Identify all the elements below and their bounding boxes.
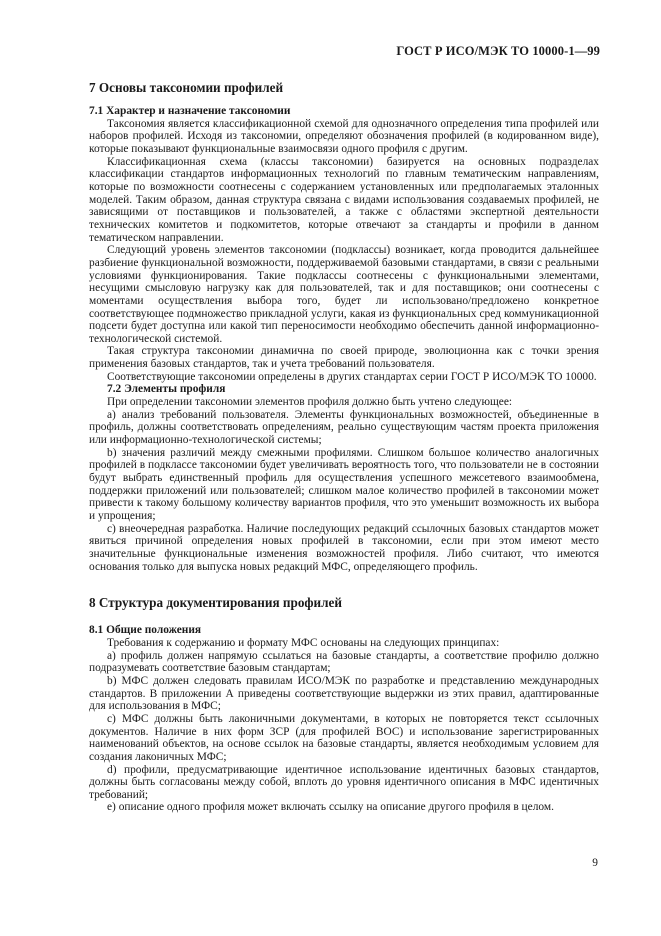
paragraph: При определении таксономии элементов профиля должно быть учтено следующее: [107, 396, 513, 409]
document-header-code: ГОСТ Р ИСО/МЭК ТО 10000-1—99 [396, 44, 600, 58]
page-number: 9 [592, 857, 598, 869]
list-item: c) МФС должны быть лаконичными документами, в которых не повторяется текст ссылочных документов. Наличие в них форм ЗСР (для профилей ВОС) и использование зарегистрированных наименований объектов, на основе ссылок на базовые стандарты, является необходимым условием для создания лаконичных МФС; [89, 712, 599, 763]
document-body [89, 80, 599, 814]
paragraph: Соответствующие таксономии определены в других стандартах серии ГОСТ Р ИСО/МЭК ТО 10000. [107, 370, 597, 383]
subsection-7-1-title: 7.1 Характер и назначение таксономии [89, 105, 291, 117]
paragraph: Таксономия является классификационной схемой для однозначного определения типа профилей или наборов профилей. Исходя из таксономии, определяют обозначения профилей (в кодированном виде), которые показывают функциональные взаимосвязи одного профиля с другим. [89, 117, 599, 155]
list-item: a) профиль должен напрямую ссылаться на базовые стандарты, а соответствие профилю должно подразумевать соответствие базовым стандартам; [89, 649, 599, 675]
paragraph: Классификационная схема (классы таксономии) базируется на основных подразделах классификации стандартов информационных технологий по главным тематическим направлениям, которые по возможности соотнесены с содержанием установленных или предполагаемых эталонных моделей. Таким образом, данная структура связана с видами использования создаваемых профилей, не зависящими от поставщиков и пользователей, а также с областями экспертной деятельности технических комитетов и подкомитетов, которые отвечают за стандарты и профили в данном тематическом направлении. [89, 155, 599, 244]
list-item: b) значения различий между смежными профилями. Слишком большое количество аналогичных профилей в подклассе таксономии будет увеличивать вероятность того, что пользователи не в состоянии будут выбрать единственный профиль для осуществления успешного межсетевого взаимообмена, поддержки приложений или пользователей; слишком малое количество профилей в таксономии может привести к такому большому количеству вариантов профиля, что это уменьшит возможность их выбора и упрощения; [89, 446, 599, 522]
section-7-title: 7 Основы таксономии профилей [89, 80, 284, 95]
list-item: a) анализ требований пользователя. Элементы функциональных возможностей, объединенные в профиль, должны соответствовать определениям, реально существующим частям проекта приложения или информационно-технологической системы; [89, 408, 599, 447]
paragraph: Следующий уровень элементов таксономии (подклассы) возникает, когда проводится дальнейшее разбиение функциональной возможности, поддерживаемой базовыми стандартами, в связи с реальными условиями функционирования. Такие подклассы соотнесены с функциональными элементами, несущими смысловую нагрузку как для пользователей, так и для поставщиков; они соотнесены с моментами осуществления выбора того, будет ли использовано/предложено конкретное соответствующее подмножество прикладной услуги, какая из функциональных сред коммуникационной подсети будет доступна или какой тип переносимости необходимо обеспечить данной информационно-технологической системой. [89, 244, 599, 345]
list-item: b) МФС должен следовать правилам ИСО/МЭК по разработке и представлению международных стандартов. В приложении А приведены соответствующие выдержки из этих правил, адаптированные для использования в МФС; [89, 674, 599, 713]
subsection-7-2-title: 7.2 Элементы профиля [107, 383, 226, 396]
list-item: e) описание одного профиля может включать ссылку на описание другого профиля в целом. [107, 801, 554, 814]
paragraph: Требования к содержанию и формату МФС основаны на следующих принципах: [107, 636, 500, 649]
subsection-8-1-title: 8.1 Общие положения [89, 624, 202, 637]
section-8-title: 8 Структура документирования профилей [89, 595, 343, 611]
paragraph: Такая структура таксономии динамична по своей природе, эволюционна как с точки зрения применения базовых стандартов, так и учета требований пользователя. [89, 345, 599, 371]
list-item: c) внеочередная разработка. Наличие последующих редакций ссылочных базовых стандартов может явиться причиной определения новых профилей в таксономии, если при этом имеют место значительные функциональные изменения возможностей профиля. Либо считают, что имеются основания только для выпуска новых редакций МФС, определяющего профиль. [89, 522, 599, 573]
list-item: d) профили, предусматривающие идентичное использование идентичных базовых стандартов, должны быть согласованы между собой, вплоть до уровня идентичного описания в МФС идентичных требований; [89, 763, 599, 801]
